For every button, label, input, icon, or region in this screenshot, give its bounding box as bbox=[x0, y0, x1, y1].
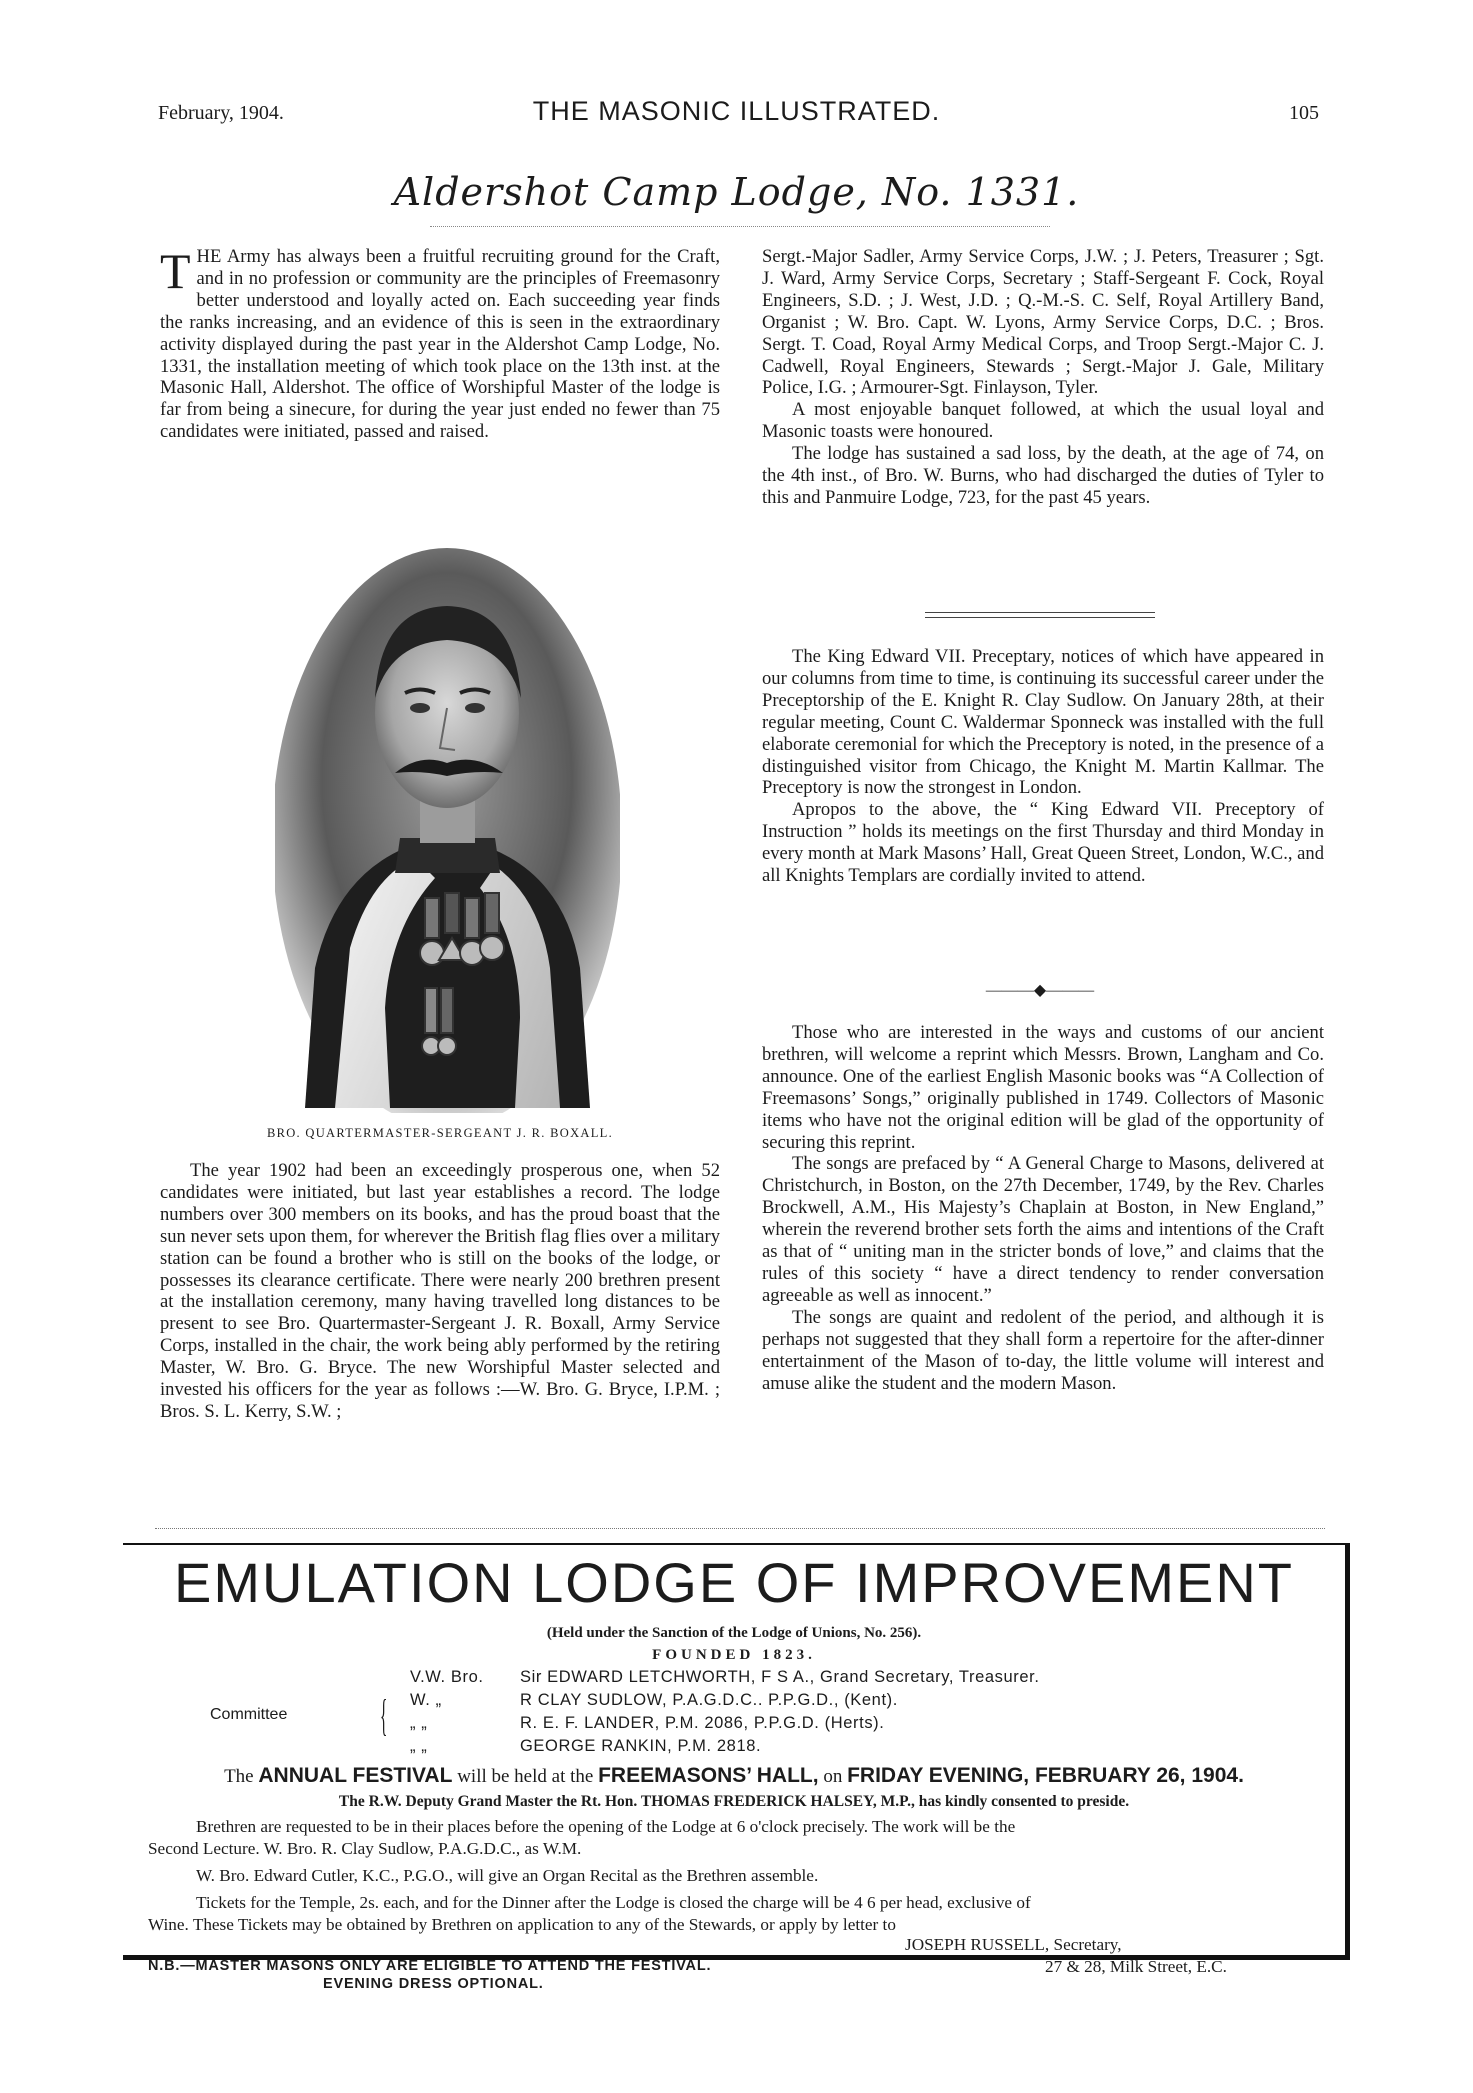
committee-member: W. „ R CLAY SUDLOW, P.A.G.D.C.. P.P.G.D., (Kent). bbox=[410, 1691, 898, 1709]
preceptory-section bbox=[762, 646, 1324, 887]
article-column-left-top bbox=[160, 243, 720, 443]
section-divider bbox=[925, 612, 1155, 618]
article-column-right bbox=[762, 246, 1324, 509]
festival-venue: FREEMASONS’ HALL, bbox=[598, 1764, 819, 1787]
brethren-line: Second Lecture. W. Bro. R. Clay Sudlow, P.A.G.D.C., as W.M. bbox=[148, 1839, 582, 1858]
committee-member: V.W. Bro. Sir EDWARD LETCHWORTH, F S A., Grand Secretary, Treasurer. bbox=[410, 1668, 1040, 1686]
page-number: 105 bbox=[1289, 102, 1319, 124]
tickets-line: Wine. These Tickets may be obtained by Brethren on application to any of the Stewards, or apply by letter to bbox=[148, 1915, 896, 1934]
secretary-address: 27 & 28, Milk Street, E.C. bbox=[1045, 1957, 1227, 1976]
reprint-paragraph: The songs are quaint and redolent of the period, and although it is perhaps not suggested that they shall form a repertoire for the after-dinner entertainment of the Mason of to-day, the little volume will interest and amuse alike the student and the modern Mason. bbox=[762, 1306, 1324, 1394]
publication-title: THE MASONIC ILLUSTRATED. bbox=[532, 96, 941, 126]
drop-cap: T bbox=[160, 243, 191, 299]
running-header bbox=[150, 96, 1323, 136]
article-paragraph: The year 1902 had been an exceedingly prosperous one, when 52 candidates were initiated, but last year establishes a record. The lodge numbers over 300 members on its books, and has the proud boast that the sun never sets upon them, for wherever the British flag flies over a military station can be found a brother who is still on the books of the lodge, or possesses its clearance certificate. There were nearly 200 brethren present at the installation ceremony, many having travelled long distances to be present to see Bro. Quartermaster-Sergeant J. R. Boxall, Army Service Corps, installed in the chair, the work being ably performed by the retiring Master, W. Bro. G. Bryce. The new Worshipful Master selected and invested his officers for the year as follows :—W. Bro. G. Bryce, I.P.M. ; Bros. S. L. Kerry, S.W. ; bbox=[160, 1160, 720, 1422]
issue-date: February, 1904. bbox=[158, 102, 284, 124]
obituary-paragraph: The lodge has sustained a sad loss, by the death, at the age of 74, on the 4th inst., of Bro. W. Burns, who had discharged the duties of Tyler to this and Panmuire Lodge, 723, for the past 45 years. bbox=[762, 443, 1324, 508]
article-column-left-bottom bbox=[160, 1160, 720, 1423]
advert-title: EMULATION LODGE OF IMPROVEMENT bbox=[174, 1551, 1294, 1614]
advert-founded: FOUNDED 1823. bbox=[652, 1647, 816, 1663]
preceptory-paragraph: The King Edward VII. Preceptary, notices of which have appeared in our columns from time to time, is continuing its successful career under the Preceptorship of the E. Knight R. Clay Sudlow. On January 28th, at their regular meeting, Count C. Waldermar Sponneck was installed with the full elaborate ceremonial for which the Preceptory is noted, in the presence of a distinguished visitor from Chicago, the Knight M. Martin Kallmar. The Preceptory is now the strongest in London. bbox=[762, 646, 1324, 799]
advert-divider bbox=[155, 1528, 1325, 1529]
portrait-caption: BRO. QUARTERMASTER-SERGEANT J. R. BOXALL. bbox=[266, 1126, 614, 1140]
preceptory-instruction-paragraph: Apropos to the above, the “ King Edward VII. Preceptory of Instruction ” holds its meetings on the first Thursday and third Monday in every month at Mark Masons’ Hall, Great Queen Street, London, W.C., and all Knights Templars are cordially invited to attend. bbox=[762, 799, 1324, 887]
article-intro-paragraph bbox=[160, 243, 720, 443]
advert-sanction: (Held under the Sanction of the Lodge of Unions, No. 256). bbox=[546, 1625, 922, 1641]
banquet-paragraph: A most enjoyable banquet followed, at which the usual loyal and Masonic toasts were honoured. bbox=[762, 399, 1324, 443]
reprint-section bbox=[762, 1022, 1324, 1394]
committee-member: „ „ GEORGE RANKIN, P.M. 2818. bbox=[410, 1737, 762, 1755]
reprint-paragraph: The songs are prefaced by “ A General Charge to Masons, delivered at Christchurch, in Boston, on the 27th December, 1749, by the Rev. Charles Brockwell, A.M., His Majesty’s Chaplain at Boston, in New England,” wherein the reverend brother sets forth the aims and intentions of the Craft as that of “ uniting man in the stricter bonds of love,” and claims that the rules of this society “ have a direct tendency to render conversation agreeable as well as innocent.” bbox=[762, 1153, 1324, 1306]
officers-paragraph: Sergt.-Major Sadler, Army Service Corps, J.W. ; J. Peters, Treasurer ; Sgt. J. Ward, Army Service Corps, Secretary ; Staff-Sergeant F. Cock, Royal Engineers, S.D. ; J. West, J.D. ; Q.-M.-S. C. Self, Royal Artillery Band, Organist ; W. Bro. Capt. W. Lyons, Army Service Corps, D.C. ; Bros. Sergt. T. Coad, Royal Army Medical Corps, and Troop Sergt.-Major C. J. Cadwell, Royal Engineers, Stewards ; Sergt.-Major J. Gale, Military Police, I.G. ; Armourer-Sgt. Finlayson, Tyler. bbox=[762, 246, 1324, 399]
secretary-name: JOSEPH RUSSELL, Secretary, bbox=[905, 1935, 1122, 1954]
intro-text: HE Army has always been a fruitful recruiting ground for the Craft, and in no profession or community are the principles of Freemasonry better understood and loyally acted on. Each succeeding year finds the ranks increasing, and an evidence of this is seen in the extraordinary activity displayed during the past year in the Aldershot Camp Lodge, No. 1331, the installation meeting of which took place on the 13th inst. at the Masonic Hall, Aldershot. The office of Worshipful Master of the lodge is far from being a sinecure, for during the year just ended no fewer than 75 candidates were initiated, passed and raised. bbox=[160, 246, 720, 443]
festival-name: ANNUAL FESTIVAL bbox=[258, 1764, 453, 1787]
portrait-illustration bbox=[275, 548, 620, 1113]
ornament-divider: ———◆——— bbox=[985, 982, 1095, 999]
festival-date: FRIDAY EVENING, FEBRUARY 26, 1904. bbox=[847, 1764, 1244, 1787]
organ-recital-line: W. Bro. Edward Cutler, K.C., P.G.O., will give an Organ Recital as the Brethren assemble. bbox=[196, 1866, 819, 1885]
nb-notice: N.B.—MASTER MASONS ONLY ARE ELIGIBLE TO ATTEND THE FESTIVAL. bbox=[148, 1958, 712, 1974]
title-divider bbox=[430, 226, 1050, 227]
reprint-paragraph: Those who are interested in the ways and customs of our ancient brethren, will welcome a reprint which Messrs. Brown, Langham and Co. announce. One of the earliest English Masonic books was “A Collection of Freemasons’ Songs,” originally published in 1749. Collectors of Masonic items who have not the original edition will be glad of the opportunity of securing this reprint. bbox=[762, 1022, 1324, 1153]
brethren-line: Brethren are requested to be in their places before the opening of the Lodge at 6 o'clock precisely. The work will be the bbox=[196, 1817, 1016, 1836]
committee-member: „ „ R. E. F. LANDER, P.M. 2086, P.P.G.D. (Herts). bbox=[410, 1714, 885, 1732]
portrait-photo bbox=[275, 548, 620, 1113]
committee-brace: { bbox=[380, 1691, 388, 1740]
dress-code-notice: EVENING DRESS OPTIONAL. bbox=[323, 1976, 544, 1992]
presider-line: The R.W. Deputy Grand Master the Rt. Hon. THOMAS FREDERICK HALSEY, M.P., has kindly consented to preside. bbox=[338, 1793, 1130, 1810]
committee-label: Committee bbox=[210, 1706, 288, 1723]
festival-announcement: The ANNUAL FESTIVAL will be held at the FREEMASONS’ HALL, on FRIDAY EVENING, FEBRUARY 26, 1904. bbox=[224, 1764, 1244, 1787]
tickets-line: Tickets for the Temple, 2s. each, and for the Dinner after the Lodge is closed the charge will be 4 6 per head, exclusive of bbox=[196, 1893, 1031, 1912]
article-title: Aldershot Camp Lodge, No. 1331. bbox=[393, 170, 1080, 214]
